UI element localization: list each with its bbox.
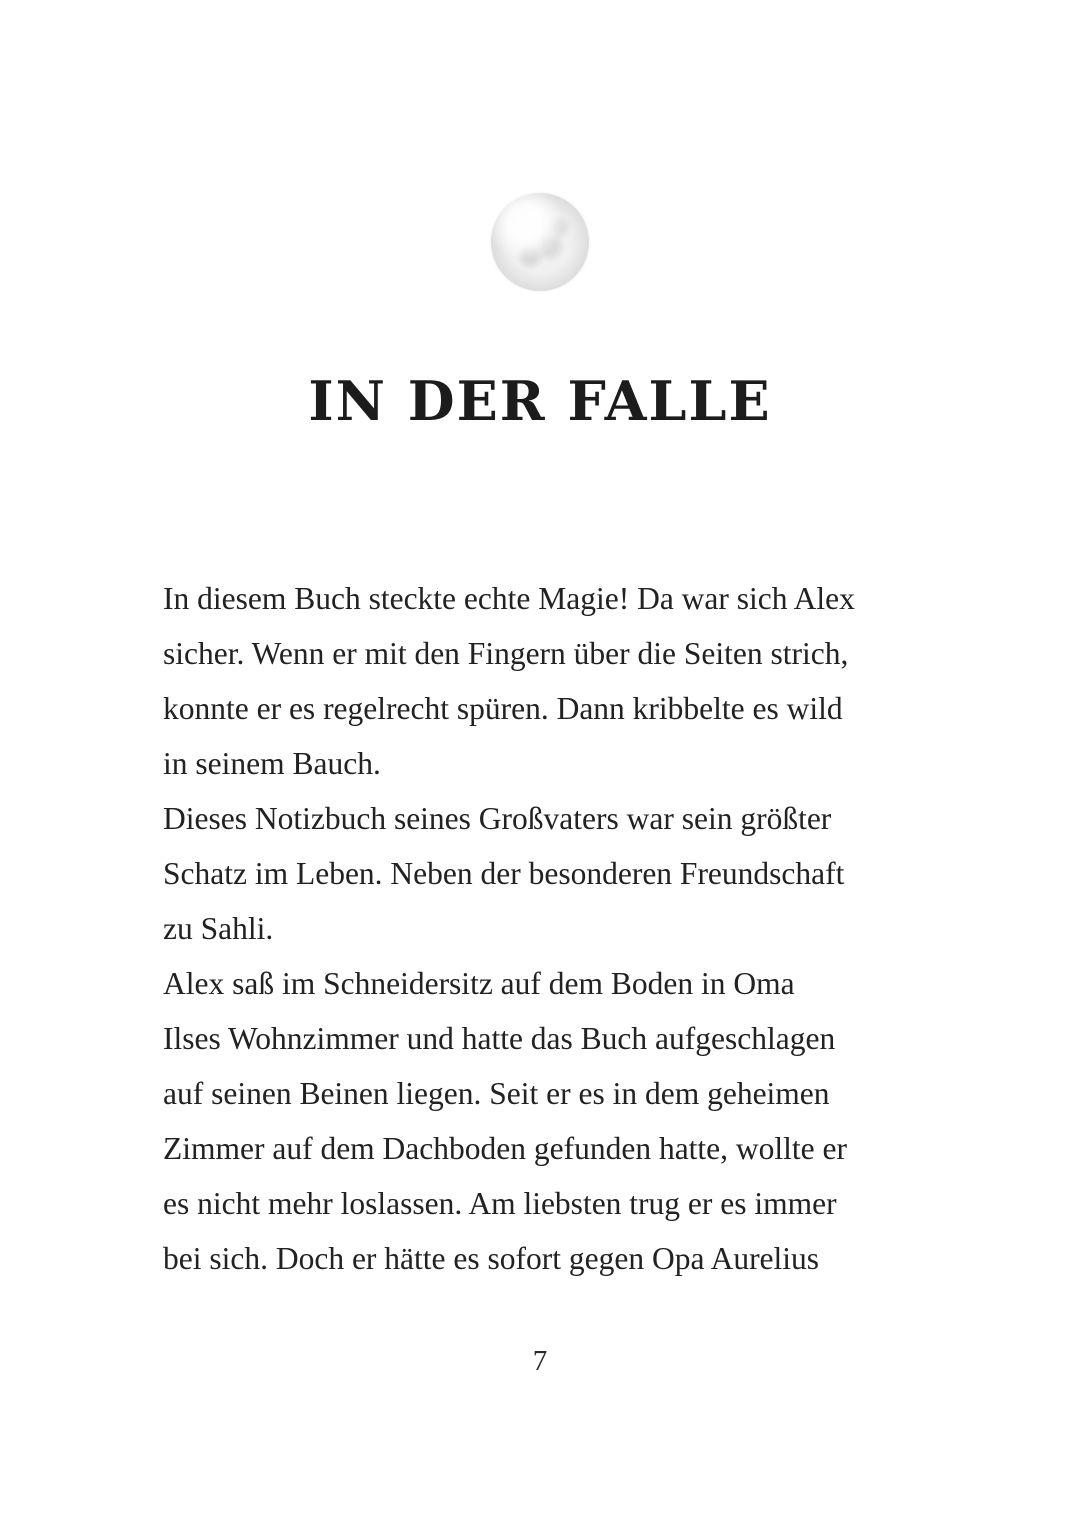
text-line: auf seinen Beinen liegen. Seit er es in dem geheimen [163, 1076, 830, 1111]
page-number: 7 [532, 1345, 548, 1377]
text-line: Dieses Notizbuch seines Großvaters war sein größter [163, 801, 832, 836]
text-line: sicher. Wenn er mit den Fingern über die Seiten strich, [163, 636, 849, 671]
chapter-title: IN DER FALLE [308, 369, 772, 434]
moon-icon [491, 193, 589, 291]
text-line: Alex saß im Schneidersitz auf dem Boden in Oma [163, 966, 795, 1001]
text-line: Schatz im Leben. Neben der besonderen Freundschaft [163, 856, 845, 891]
text-line: konnte er es regelrecht spüren. Dann kribbelte es wild [163, 691, 843, 726]
text-line: Ilses Wohnzimmer und hatte das Buch aufgeschlagen [163, 1021, 836, 1056]
text-line: Zimmer auf dem Dachboden gefunden hatte, wollte er [163, 1131, 847, 1166]
text-line: zu Sahli. [163, 911, 274, 946]
text-line: es nicht mehr loslassen. Am liebsten trug er es immer [163, 1186, 837, 1221]
body-text [163, 571, 943, 1286]
text-line: bei sich. Doch er hätte es sofort gegen Opa Aurelius [163, 1241, 820, 1276]
text-line: In diesem Buch steckte echte Magie! Da war sich Alex [163, 581, 855, 616]
text-line: in seinem Bauch. [163, 746, 381, 781]
